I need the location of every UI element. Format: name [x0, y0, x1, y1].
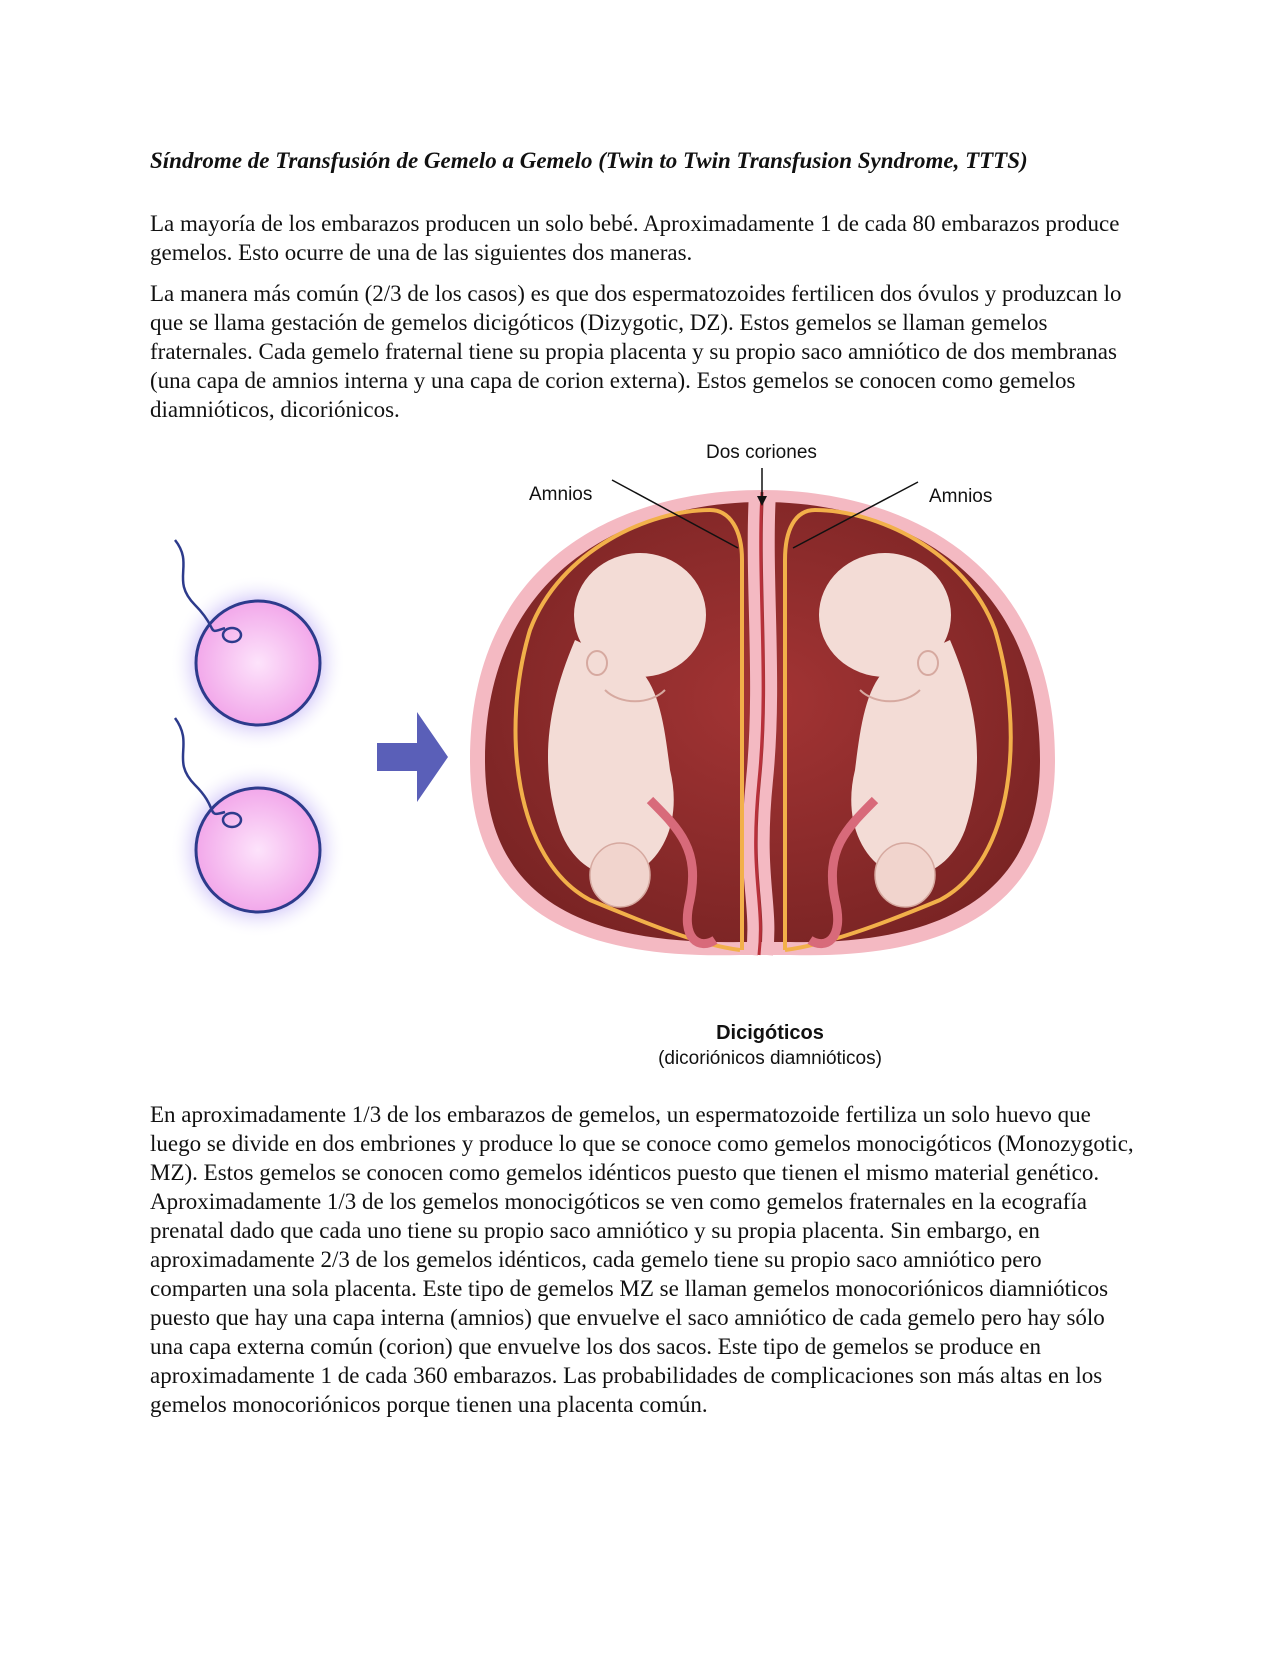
egg-top [170, 540, 346, 751]
document-title: Síndrome de Transfusión de Gemelo a Gemelo (Twin to Twin Transfusion Syndrome, TTTS) [150, 148, 1028, 173]
twin-diagram-figure [0, 430, 1280, 1090]
paragraph-intro: La mayoría de los embarazos producen un solo bebé. Aproximadamente 1 de cada 80 embarazos produce gemelos. Esto ocurre de una de las siguientes dos maneras. [150, 211, 1120, 265]
paragraph-monozygotic: En aproximadamente 1/3 de los embarazos de gemelos, un espermatozoide fertiliza un solo huevo que luego se divide en dos embriones y produce lo que se conoce como gemelos monocigóticos (Monozygotic, MZ). Estos gemelos se conocen como gemelos idénticos puesto que tienen el mismo material genético. Aproximadamente 1/3 de los gemelos monocigóticos se ven como gemelos fraternales en la ecografía prenatal dado que cada uno tiene su propio saco amniótico y su propia placenta. Sin embargo, en aproximadamente 2/3 de los gemelos idénticos, cada gemelo tiene su propio saco amniótico pero comparten una sola placenta. Este tipo de gemelos MZ se llaman gemelos monocoriónicos diamnióticos puesto que hay una capa interna (amnios) que envuelve el saco amniótico de cada gemelo pero hay sólo una capa externa común (corion) que envuelve los dos sacos. Este tipo de gemelos se produce en aproximadamente 1 de cada 360 embarazos. Las probabilidades de complicaciones son más altas en los gemelos monocoriónicos porque tienen una placenta común. [150, 1102, 1134, 1417]
label-amnion-left: Amnios [529, 484, 593, 505]
figure-subcaption: (dicoriónicos diamnióticos) [658, 1048, 882, 1069]
chorion-membranes [749, 492, 771, 955]
figure-caption: Dicigóticos [716, 1022, 824, 1044]
label-two-chorions: Dos coriones [706, 442, 817, 463]
twin-illustration [0, 430, 1280, 1030]
label-amnion-right: Amnios [929, 486, 993, 507]
arrow-icon [377, 712, 448, 802]
paragraph-dizygotic: La manera más común (2/3 de los casos) es que dos espermatozoides fertilicen dos óvulos y produzcan lo que se llama gestación de gemelos dicigóticos (Dizygotic, DZ). Estos gemelos se llaman gemelos fraternales. Cada gemelo fraternal tiene su propia placenta y su propio saco amniótico de dos membranas (una capa de amnios interna y una capa de corion externa). Estos gemelos se conocen como gemelos diamnióticos, dicoriónicos. [150, 281, 1122, 422]
